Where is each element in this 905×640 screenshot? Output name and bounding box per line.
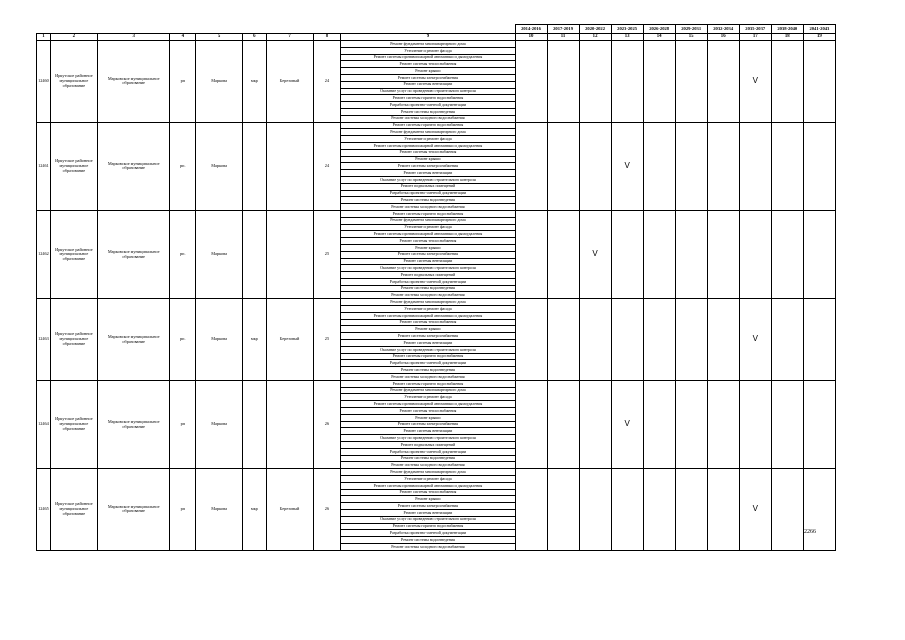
work-type-cell: Утепление и ремонт фасада xyxy=(341,394,515,401)
work-type-cell: Ремонт системы горячего водоснабжения xyxy=(341,95,515,102)
period-cell xyxy=(739,122,771,210)
street-type: мкр xyxy=(243,469,266,551)
municipality-name: Марковское муниципальное образование xyxy=(97,380,170,468)
period-cell xyxy=(771,41,803,123)
period-header-row xyxy=(37,25,836,34)
period-header-cell: 2026-2028 xyxy=(643,25,675,34)
column-number-cell: 6 xyxy=(243,34,266,41)
period-mark: V xyxy=(739,41,771,123)
work-type-cell: Ремонт подвальных помещений xyxy=(341,442,515,449)
work-type-cell: Разработка проектно-сметной документации xyxy=(341,360,515,367)
column-number-cell: 10 xyxy=(515,34,547,41)
work-row xyxy=(37,380,836,387)
period-mark: V xyxy=(739,469,771,551)
work-type-cell: Ремонт системы водоотведения xyxy=(341,537,515,544)
period-cell xyxy=(515,299,547,381)
record-id: 12465 xyxy=(37,469,51,551)
column-number-cell: 1 xyxy=(37,34,51,41)
period-cell xyxy=(579,469,611,551)
street-type xyxy=(243,380,266,468)
record-id: 12460 xyxy=(37,41,51,123)
work-type-cell: Ремонт системы вентиляции xyxy=(341,428,515,435)
work-row xyxy=(37,299,836,306)
period-mark: V xyxy=(611,122,643,210)
page-number: 2266 xyxy=(804,528,816,535)
column-number-cell: 7 xyxy=(266,34,313,41)
street-name xyxy=(266,210,313,298)
work-type-cell: Ремонт системы противопожарной автоматики и дымоудаления xyxy=(341,401,515,408)
settlement-type: рп xyxy=(170,469,196,551)
column-number-cell: 14 xyxy=(643,34,675,41)
period-cell xyxy=(515,122,547,210)
district-name: Иркутское районное муниципальное образование xyxy=(50,469,97,551)
municipality-name: Марковское муниципальное образование xyxy=(97,210,170,298)
period-cell xyxy=(643,299,675,381)
work-type-cell: Разработка проектно-сметной документации xyxy=(341,102,515,109)
period-cell xyxy=(675,299,707,381)
work-type-cell: Оказание услуг по проведению строительного контроля xyxy=(341,435,515,442)
work-type-cell: Ремонт крыши xyxy=(341,244,515,251)
work-type-cell: Ремонт системы горячего водоснабжения xyxy=(341,380,515,387)
street-name xyxy=(266,122,313,210)
municipality-name: Марковское муниципальное образование xyxy=(97,299,170,381)
period-cell xyxy=(707,299,739,381)
period-cell xyxy=(739,380,771,468)
period-header-cell: 2023-2025 xyxy=(611,25,643,34)
column-number-cell: 9 xyxy=(341,34,515,41)
column-number-cell: 17 xyxy=(739,34,771,41)
period-cell xyxy=(611,210,643,298)
work-type-cell: Ремонт системы водоотведения xyxy=(341,197,515,204)
period-cell xyxy=(803,299,835,381)
period-header-cell: 2029-2031 xyxy=(675,25,707,34)
settlement-name: Маркова xyxy=(196,299,243,381)
period-cell xyxy=(611,469,643,551)
work-type-cell: Ремонт фундамента многоквартирного дома xyxy=(341,469,515,476)
work-type-cell: Ремонт системы электроснабжения xyxy=(341,421,515,428)
work-type-cell: Ремонт системы противопожарной автоматики и дымоудаления xyxy=(341,231,515,238)
work-type-cell: Ремонт системы электроснабжения xyxy=(341,74,515,81)
work-type-cell: Ремонт системы холодного водоснабжения xyxy=(341,292,515,299)
period-cell xyxy=(579,299,611,381)
work-type-cell: Ремонт системы электроснабжения xyxy=(341,163,515,170)
work-type-cell: Ремонт системы вентиляции xyxy=(341,258,515,265)
column-number-cell: 12 xyxy=(579,34,611,41)
period-cell xyxy=(643,122,675,210)
settlement-name: Маркова xyxy=(196,469,243,551)
period-cell xyxy=(707,122,739,210)
period-cell xyxy=(547,380,579,468)
column-number-row xyxy=(37,34,836,41)
street-name: Березовый xyxy=(266,41,313,123)
period-cell xyxy=(515,380,547,468)
house-number: 26 xyxy=(313,469,341,551)
table-body xyxy=(37,25,836,551)
record-id: 12464 xyxy=(37,380,51,468)
period-cell xyxy=(643,210,675,298)
work-type-cell: Ремонт фундамента многоквартирного дома xyxy=(341,129,515,136)
period-cell xyxy=(515,469,547,551)
period-header-spacer xyxy=(37,25,516,34)
work-type-cell: Ремонт системы теплоснабжения xyxy=(341,489,515,496)
work-type-cell: Ремонт системы горячего водоснабжения xyxy=(341,122,515,129)
column-number-cell: 2 xyxy=(50,34,97,41)
work-type-cell: Ремонт системы противопожарной автоматики и дымоудаления xyxy=(341,312,515,319)
period-cell xyxy=(803,210,835,298)
settlement-type: рп xyxy=(170,380,196,468)
settlement-type: рп xyxy=(170,41,196,123)
work-type-cell: Ремонт крыши xyxy=(341,68,515,75)
district-name: Иркутское районное муниципальное образование xyxy=(50,41,97,123)
work-type-cell: Разработка проектно-сметной документации xyxy=(341,278,515,285)
work-type-cell: Ремонт системы вентиляции xyxy=(341,170,515,177)
work-type-cell: Ремонт фундамента многоквартирного дома xyxy=(341,217,515,224)
column-number-cell: 8 xyxy=(313,34,341,41)
district-name: Иркутское районное муниципальное образование xyxy=(50,380,97,468)
district-name: Иркутское районное муниципальное образование xyxy=(50,210,97,298)
work-type-cell: Ремонт системы электроснабжения xyxy=(341,251,515,258)
period-cell xyxy=(771,469,803,551)
period-cell xyxy=(771,299,803,381)
work-type-cell: Ремонт системы холодного водоснабжения xyxy=(341,115,515,122)
work-type-cell: Ремонт подвальных помещений xyxy=(341,183,515,190)
period-cell xyxy=(707,41,739,123)
work-type-cell: Разработка проектно-сметной документации xyxy=(341,530,515,537)
work-type-cell: Ремонт системы водоотведения xyxy=(341,367,515,374)
period-cell xyxy=(579,380,611,468)
period-mark: V xyxy=(611,380,643,468)
work-type-cell: Ремонт крыши xyxy=(341,414,515,421)
work-type-cell: Ремонт фундамента многоквартирного дома xyxy=(341,387,515,394)
column-number-cell: 13 xyxy=(611,34,643,41)
period-cell xyxy=(515,210,547,298)
work-type-cell: Оказание услуг по проведению строительного контроля xyxy=(341,88,515,95)
period-cell xyxy=(579,41,611,123)
work-type-cell: Ремонт системы вентиляции xyxy=(341,81,515,88)
settlement-type: рп. xyxy=(170,122,196,210)
settlement-name: Маркова xyxy=(196,380,243,468)
work-type-cell: Ремонт системы теплоснабжения xyxy=(341,319,515,326)
street-type xyxy=(243,122,266,210)
work-type-cell: Утепление и ремонт фасада xyxy=(341,306,515,313)
work-type-cell: Ремонт крыши xyxy=(341,156,515,163)
work-type-cell: Ремонт системы горячего водоснабжения xyxy=(341,523,515,530)
period-cell xyxy=(771,380,803,468)
work-type-cell: Ремонт системы холодного водоснабжения xyxy=(341,462,515,469)
column-number-cell: 18 xyxy=(771,34,803,41)
work-type-cell: Ремонт системы водоотведения xyxy=(341,285,515,292)
work-type-cell: Ремонт системы горячего водоснабжения xyxy=(341,353,515,360)
work-type-cell: Ремонт системы водоотведения xyxy=(341,455,515,462)
work-type-cell: Утепление и ремонт фасада xyxy=(341,47,515,54)
work-row xyxy=(37,210,836,217)
district-name: Иркутское районное муниципальное образование xyxy=(50,122,97,210)
work-type-cell: Ремонт системы холодного водоснабжения xyxy=(341,204,515,211)
work-type-cell: Ремонт системы холодного водоснабжения xyxy=(341,374,515,381)
street-name: Березовый xyxy=(266,469,313,551)
period-cell xyxy=(803,122,835,210)
work-type-cell: Ремонт крыши xyxy=(341,326,515,333)
work-type-cell: Ремонт системы теплоснабжения xyxy=(341,149,515,156)
work-type-cell: Ремонт системы теплоснабжения xyxy=(341,408,515,415)
house-number: 24 xyxy=(313,41,341,123)
period-cell xyxy=(675,380,707,468)
municipality-name: Марковское муниципальное образование xyxy=(97,41,170,123)
period-cell xyxy=(643,469,675,551)
district-name: Иркутское районное муниципальное образование xyxy=(50,299,97,381)
period-cell xyxy=(547,122,579,210)
period-header-cell: 2038-2040 xyxy=(771,25,803,34)
work-type-cell: Ремонт системы горячего водоснабжения xyxy=(341,210,515,217)
work-type-cell: Ремонт системы противопожарной автоматики и дымоудаления xyxy=(341,482,515,489)
settlement-name: Маркова xyxy=(196,41,243,123)
street-type: мкр xyxy=(243,41,266,123)
column-number-cell: 3 xyxy=(97,34,170,41)
work-row xyxy=(37,122,836,129)
period-cell xyxy=(707,210,739,298)
period-header-cell: 2020-2022 xyxy=(579,25,611,34)
period-cell xyxy=(707,469,739,551)
period-cell xyxy=(675,469,707,551)
period-mark: V xyxy=(739,299,771,381)
work-type-cell: Ремонт подвальных помещений xyxy=(341,272,515,279)
work-row xyxy=(37,41,836,48)
work-type-cell: Оказание услуг по проведению строительного контроля xyxy=(341,516,515,523)
street-type: мкр xyxy=(243,299,266,381)
period-cell xyxy=(675,41,707,123)
column-number-cell: 15 xyxy=(675,34,707,41)
period-cell xyxy=(771,122,803,210)
street-name: Березовый xyxy=(266,299,313,381)
work-type-cell: Ремонт системы водоотведения xyxy=(341,108,515,115)
period-cell xyxy=(803,41,835,123)
municipality-name: Марковское муниципальное образование xyxy=(97,122,170,210)
work-type-cell: Оказание услуг по проведению строительного контроля xyxy=(341,176,515,183)
work-row xyxy=(37,469,836,476)
work-type-cell: Ремонт крыши xyxy=(341,496,515,503)
period-cell xyxy=(675,210,707,298)
column-number-cell: 4 xyxy=(170,34,196,41)
municipality-name: Марковское муниципальное образование xyxy=(97,469,170,551)
period-cell xyxy=(611,41,643,123)
record-id: 12463 xyxy=(37,299,51,381)
repair-schedule-table xyxy=(36,24,836,551)
work-type-cell: Ремонт системы холодного водоснабжения xyxy=(341,543,515,550)
house-number: 25 xyxy=(313,210,341,298)
period-cell xyxy=(547,469,579,551)
work-type-cell: Утепление и ремонт фасада xyxy=(341,136,515,143)
work-type-cell: Ремонт системы вентиляции xyxy=(341,340,515,347)
settlement-type: рп. xyxy=(170,299,196,381)
record-id: 12461 xyxy=(37,122,51,210)
work-type-cell: Ремонт системы теплоснабжения xyxy=(341,61,515,68)
work-type-cell: Ремонт системы вентиляции xyxy=(341,509,515,516)
period-cell xyxy=(707,380,739,468)
settlement-name: Маркова xyxy=(196,122,243,210)
period-cell xyxy=(515,41,547,123)
work-type-cell: Ремонт системы теплоснабжения xyxy=(341,238,515,245)
period-cell xyxy=(803,380,835,468)
period-cell xyxy=(547,299,579,381)
period-cell xyxy=(771,210,803,298)
column-number-cell: 5 xyxy=(196,34,243,41)
period-cell xyxy=(547,41,579,123)
record-id: 12462 xyxy=(37,210,51,298)
work-type-cell: Разработка проектно-сметной документации xyxy=(341,448,515,455)
street-name xyxy=(266,380,313,468)
period-cell xyxy=(611,299,643,381)
period-cell xyxy=(739,210,771,298)
document-page xyxy=(36,24,836,551)
period-cell xyxy=(547,210,579,298)
period-cell xyxy=(643,380,675,468)
work-type-cell: Ремонт фундамента многоквартирного дома xyxy=(341,299,515,306)
work-type-cell: Разработка проектно-сметной документации xyxy=(341,190,515,197)
work-type-cell: Утепление и ремонт фасада xyxy=(341,224,515,231)
column-number-cell: 16 xyxy=(707,34,739,41)
work-type-cell: Ремонт системы электроснабжения xyxy=(341,333,515,340)
work-type-cell: Утепление и ремонт фасада xyxy=(341,476,515,483)
column-number-cell: 11 xyxy=(547,34,579,41)
street-type xyxy=(243,210,266,298)
work-type-cell: Ремонт фундамента многоквартирного дома xyxy=(341,41,515,48)
house-number: 26 xyxy=(313,380,341,468)
period-cell xyxy=(643,41,675,123)
settlement-name: Маркова xyxy=(196,210,243,298)
period-header-cell: 2035-2037 xyxy=(739,25,771,34)
work-type-cell: Оказание услуг по проведению строительного контроля xyxy=(341,346,515,353)
period-cell xyxy=(579,122,611,210)
period-mark: V xyxy=(579,210,611,298)
period-header-cell: 2017-2019 xyxy=(547,25,579,34)
period-header-cell: 2032-2034 xyxy=(707,25,739,34)
period-cell xyxy=(803,469,835,551)
settlement-type: рп. xyxy=(170,210,196,298)
period-cell xyxy=(675,122,707,210)
house-number: 25 xyxy=(313,299,341,381)
work-type-cell: Ремонт системы противопожарной автоматики и дымоудаления xyxy=(341,142,515,149)
house-number: 24 xyxy=(313,122,341,210)
work-type-cell: Ремонт системы противопожарной автоматики и дымоудаления xyxy=(341,54,515,61)
work-type-cell: Оказание услуг по проведению строительного контроля xyxy=(341,265,515,272)
period-header-cell: 2041-2043 xyxy=(803,25,835,34)
period-header-cell: 2014-2016 xyxy=(515,25,547,34)
work-type-cell: Ремонт системы электроснабжения xyxy=(341,503,515,510)
column-number-cell: 19 xyxy=(803,34,835,41)
